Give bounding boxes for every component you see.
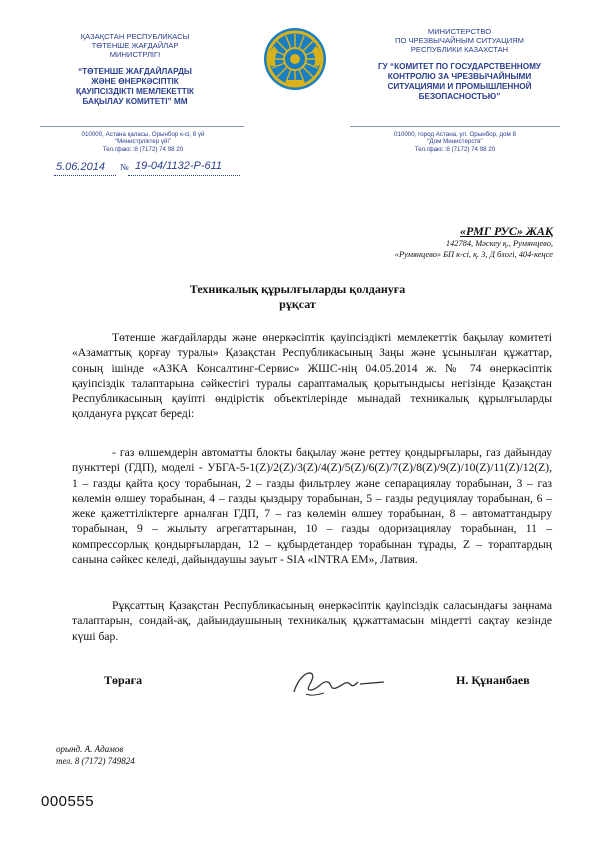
registration-date: 5.06.2014 [56,161,105,173]
header-right [352,27,567,102]
body-paragraph-3: Рұқсаттың Қазақстан Республикасының өнеркәсіптік қауіпсіздік саласындағы заңнама талаптарын, сондай-ақ, дайындаушының техникалық құжаттамасын міндетті сақтау кезінде күші бар. [72,599,552,643]
executor-phone: тел. 8 (7172) 749824 [56,756,135,766]
committee-name-ru: ГУ “КОМИТЕТ ПО ГОСУДАРСТВЕННОМУ КОНТРОЛЮ ЗА ЧРЕЗВЫЧАЙНЫМИ СИТУАЦИЯМИ И ПРОМЫШЛЕННОЙ БЕЗОПАСНОСТЬЮ” [377,62,542,101]
recipient-name: «РМГ РУС» ЖАҚ [460,224,553,238]
recipient-address-line: «Румянцево» БП к-сі, қ. 3, Д блогі, 404-кеңсе [394,249,553,259]
registration-number: 19-04/1132-Р-611 [135,160,223,172]
header-left [40,32,230,107]
header-divider-left [40,126,244,127]
header-divider-right [350,126,560,127]
executor-block [56,743,135,767]
registration-number-line [128,175,240,176]
state-emblem-icon [262,26,328,92]
ministry-name-ru: МИНИСТЕРСТВО ПО ЧРЕЗВЫЧАЙНЫМ СИТУАЦИЯМ РЕСПУБЛИКИ КАЗАХСТАН [395,27,524,54]
signatory-name: Н. Құнанбаев [456,673,530,687]
recipient-block [395,224,553,260]
committee-name-kz: “ТӨТЕНШЕ ЖАҒДАЙЛАРДЫ ЖӘНЕ ӨНЕРКӘСІПТІК ҚАУІПСІЗДІКТІ МЕМЛЕКЕТТІК БАҚЫЛАУ КОМИТЕТІ” ММ [75,67,195,106]
body-paragraph-1: Төтенше жағдайларды және өнеркәсіптік қауіпсіздікті мемлекеттік бақылау комитеті «Азаматтық қорғау туралы» Қазақстан Республикасының Заңы және ұсынылған құжаттар, соның ішінде «АЗКА Консалтинг-Сервис» ЖШС-нің 04.05.2014 ж. № 74 өнеркәсіптік қауіпсіздік талаптарына сәйкестігі туралы сараптамалық қорытындысы негізінде Қазақстан Республикасының қауіпті өндірістік объектілерінде мынадай техникалық құрылғыларды қолдануға рұқсат береді: [72,331,552,421]
ministry-name-kz: ҚАЗАҚСТАН РЕСПУБЛИКАСЫ ТӨТЕНШЕ ЖАҒДАЙЛАР МИНИСТРЛІГІ [80,32,190,59]
body-paragraph-2: - газ өлшемдерін автоматты блокты бақылау және реттеу қондырғылары, газ дайындау пункттері (ГДП), моделі - УБГА-5-1(Z)/2(Z)/3(Z)/4(Z)/5(Z)/6(Z)/7(Z)/8(Z)/9(Z)/10(Z)/11(Z)/12(Z), 1 – газды қайта қосу торабынан, 2 – газды фильтрлеу және сепарациялау торабынан, 3 – газ көлемін өлшеу торабынан, 4 – газды қыздыру торабынан, 5 – газды редуциялау торабынан, 6 – жеке қажеттіліктерге арналған ГДП, 7 – газ көлемін өлшеу торабынан, 8 – автоматтандыру торабынан, 9 – жылыту агрегаттарынан, 10 – газды одоризациялау торабынан, 11 – компрессорлық қондырғылардан, 12 – құбырдетандер торабынан тұрады, Z – тораптардың санына сәйкес келеді, дайындаушы зауыт - SIA «INTRA EM», Латвия. [72,446,552,567]
registration-date-line [54,175,116,176]
address-ru: 010000, город Астана, ул. Орынбор, дом 8 “Дом Министерств” Тел./факс :8 (7172) 74 98 20 [394,131,516,153]
address-kz: 010000, Астана қаласы, Орынбор к-сі, 8 үй “Министрліктер үйі” Тел./факс :8 (7172) 74 98 20 [81,131,205,153]
handwritten-signature [288,660,388,704]
registration-number-label: № [120,162,129,172]
signatory-position: Төраға [104,673,143,687]
serial-number: 000555 [41,793,95,810]
recipient-address-line: 142784, Мәскеу қ., Румянцево, [445,239,553,248]
document-title: Техникалық құрылғыларды қолдануға рұқсат [189,282,406,311]
executor-name: орынд. А. Адамов [56,744,124,754]
